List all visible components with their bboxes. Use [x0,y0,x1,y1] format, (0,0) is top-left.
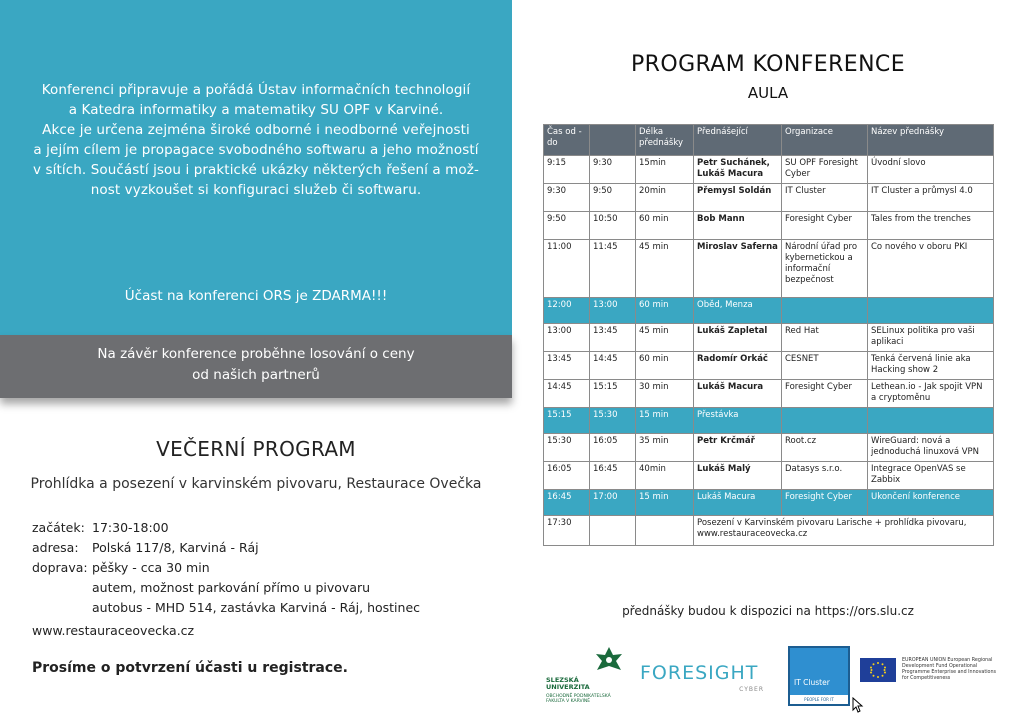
cell-organization [782,298,868,324]
table-row [544,156,994,184]
eagle-emblem-icon [594,646,624,676]
cell-organization [782,408,868,434]
info-label: doprava: [32,560,88,575]
cell-from: 14:45 [544,380,590,408]
cell-from: 13:45 [544,352,590,380]
cell-speaker: Přestávka [694,408,782,434]
cell-empty [590,516,636,546]
cell-duration: 45 min [636,324,694,352]
cell-talk-title [868,298,994,324]
info-value: pěšky - cca 30 min [92,560,210,575]
cell-talk-title: Ukončení konference [868,490,994,516]
cell-from: 12:00 [544,298,590,324]
intro-line: v sítích. Součástí jsou i praktické ukázky některých řešení a mož- [33,162,479,178]
column-header: Délka přednášky [636,125,694,156]
cell-organization: CESNET [782,352,868,380]
cell-from: 15:15 [544,408,590,434]
cell-to: 15:30 [590,408,636,434]
intro-text [20,80,492,200]
cell-organization: Datasys s.r.o. [782,462,868,490]
cell-organization: Foresight Cyber [782,212,868,240]
cell-from: 9:15 [544,156,590,184]
slu-name: SLEZSKÁ [546,676,579,684]
cell-organization: Root.cz [782,434,868,462]
cell-from: 16:05 [544,462,590,490]
cell-talk-title: SELinux politika pro vaši aplikaci [868,324,994,352]
cell-organization: Foresight Cyber [782,380,868,408]
it-cluster-logo [788,646,850,706]
cell-to: 16:45 [590,462,636,490]
cell-from: 11:00 [544,240,590,298]
cell-speaker: Bob Mann [694,212,782,240]
evening-info [32,518,420,618]
cell-to: 15:15 [590,380,636,408]
table-header-row [544,125,994,156]
column-header: Název přednášky [868,125,994,156]
cell-to: 9:30 [590,156,636,184]
column-header: Organizace [782,125,868,156]
cell-to: 13:00 [590,298,636,324]
cell-to: 13:45 [590,324,636,352]
info-row-transport [32,558,420,578]
cell-duration: 45 min [636,240,694,298]
cell-duration: 60 min [636,298,694,324]
column-header [590,125,636,156]
intro-line: a Katedra informatiky a matematiky SU OPF v Karviné. [68,102,444,118]
info-row-start [32,518,420,538]
cell-duration: 30 min [636,380,694,408]
raffle-band [0,335,512,398]
cell-duration: 15 min [636,408,694,434]
restaurant-website[interactable]: www.restauraceovecka.cz [32,623,195,638]
table-row [544,462,994,490]
free-entry-text: Účast na konferenci ORS je ZDARMA!!! [124,288,388,304]
cell-empty [636,516,694,546]
program-venue: AULA [747,84,789,102]
cell-organization: Národní úřad pro kybernetickou a informační bezpečnost [782,240,868,298]
cell-organization: Red Hat [782,324,868,352]
evening-subtitle: Prohlídka a posezení v karvinském pivovaru, Restaurace Ovečka [30,476,482,492]
table-row [544,240,994,298]
cell-duration: 60 min [636,212,694,240]
foresight-wordmark: FORESIGHT [640,662,759,684]
intro-line: Konferenci připravuje a pořádá Ústav informačních technologií [41,82,471,98]
cell-speaker: Lukáš Zapletal [694,324,782,352]
eu-funds-logo [860,658,1000,688]
eu-funds-text: EUROPEAN UNION European Regional Development Fund Operational Programme Enterprise and Innovations for Competitiveness [902,658,997,681]
cell-speaker: Oběd, Menza [694,298,782,324]
table-row [544,324,994,352]
it-cluster-tagline: PEOPLE FOR IT [790,695,848,704]
table-row [544,184,994,212]
right-panel [512,0,1024,724]
raffle-line: Na závěr konference proběhne losování o ceny [97,346,415,362]
cell-talk-title: WireGuard: nová a jednoduchá linuxová VPN [868,434,994,462]
info-label: začátek: [32,520,85,535]
program-title: PROGRAM KONFERENCE [631,52,905,77]
talks-availability-note: přednášky budou k dispozici na https://ors.slu.cz [622,604,914,618]
cell-speaker: Lukáš Macura [694,380,782,408]
cell-talk-title: Integrace OpenVAS se Zabbix [868,462,994,490]
cell-from: 9:30 [544,184,590,212]
intro-line: a jejím cílem je propagace svobodného softwaru a jeho možností [33,142,479,158]
cell-to: 16:05 [590,434,636,462]
cell-to: 11:45 [590,240,636,298]
cell-talk-title: Lethean.io - Jak spojit VPN a cryptoměnu [868,380,994,408]
table-row [544,434,994,462]
cell-talk-title: IT Cluster a průmysl 4.0 [868,184,994,212]
table-row-break [544,298,994,324]
intro-line: Akce je určena zejména široké odborné i neodborné veřejnosti [42,122,470,138]
slu-name: UNIVERZITA [546,683,590,691]
cell-duration: 40min [636,462,694,490]
table-row [544,516,994,546]
table-row-break [544,490,994,516]
info-label: adresa: [32,540,79,555]
cell-speaker: Radomír Orkáč [694,352,782,380]
eu-flag-icon [860,658,896,682]
cell-talk-title: Úvodní slovo [868,156,994,184]
info-value: autobus - MHD 514, zastávka Karviná - Ráj, hostinec [92,600,421,615]
cell-to: 14:45 [590,352,636,380]
info-row-address [32,538,420,558]
cell-speaker: Petr Suchánek, Lukáš Macura [694,156,782,184]
cell-talk-title: Tales from the trenches [868,212,994,240]
evening-title: VEČERNÍ PROGRAM [156,437,356,461]
intro-line: nost vyzkoušet si konfiguraci služeb či softwaru. [90,182,422,198]
foresight-logo [640,662,768,692]
cell-duration: 20min [636,184,694,212]
cell-speaker: Přemysl Soldán [694,184,782,212]
column-header: Přednášející [694,125,782,156]
cell-to: 10:50 [590,212,636,240]
registration-note: Prosíme o potvrzení účasti u registrace. [32,660,348,676]
cell-speaker: Miroslav Saferna [694,240,782,298]
cell-organization: IT Cluster [782,184,868,212]
intro-panel [0,0,512,335]
silesian-university-logo [546,644,626,704]
cell-speaker: Petr Krčmář [694,434,782,462]
foresight-sub: CYBER [739,686,764,693]
slu-faculty: OBCHODNĚ PODNIKATELSKÁ FAKULTA V KARVINÉ [546,694,611,704]
cell-talk-title: Tenká červená linie aka Hacking show 2 [868,352,994,380]
it-cluster-name: IT Cluster [794,678,830,687]
info-value: 17:30-18:00 [92,520,169,535]
cell-duration: 15 min [636,490,694,516]
table-row [544,352,994,380]
cell-to: 17:00 [590,490,636,516]
schedule-table [543,124,994,546]
cell-organization: Foresight Cyber [782,490,868,516]
info-value: Polská 117/8, Karviná - Ráj [92,540,259,555]
cell-from: 16:45 [544,490,590,516]
info-value: autem, možnost parkování přímo u pivovaru [92,580,371,595]
table-row-break [544,408,994,434]
table-row [544,380,994,408]
cell-duration: 60 min [636,352,694,380]
cell-from: 13:00 [544,324,590,352]
raffle-line: od našich partnerů [192,367,320,383]
cell-from: 15:30 [544,434,590,462]
schedule-body [544,156,994,546]
cell-organization: SU OPF Foresight Cyber [782,156,868,184]
cell-speaker: Lukáš Malý [694,462,782,490]
mouse-cursor-icon [852,697,864,713]
cell-from: 17:30 [544,516,590,546]
cell-talk-title [868,408,994,434]
cell-from: 9:50 [544,212,590,240]
cell-speaker: Lukáš Macura [694,490,782,516]
column-header: Čas od - do [544,125,590,156]
cell-talk-title: Co nového v oboru PKI [868,240,994,298]
cell-duration: 35 min [636,434,694,462]
cell-to: 9:50 [590,184,636,212]
cell-closing-text: Posezení v Karvinském pivovaru Larische + prohlídka pivovaru, www.restauraceovecka.cz [694,516,994,546]
table-row [544,212,994,240]
cell-duration: 15min [636,156,694,184]
